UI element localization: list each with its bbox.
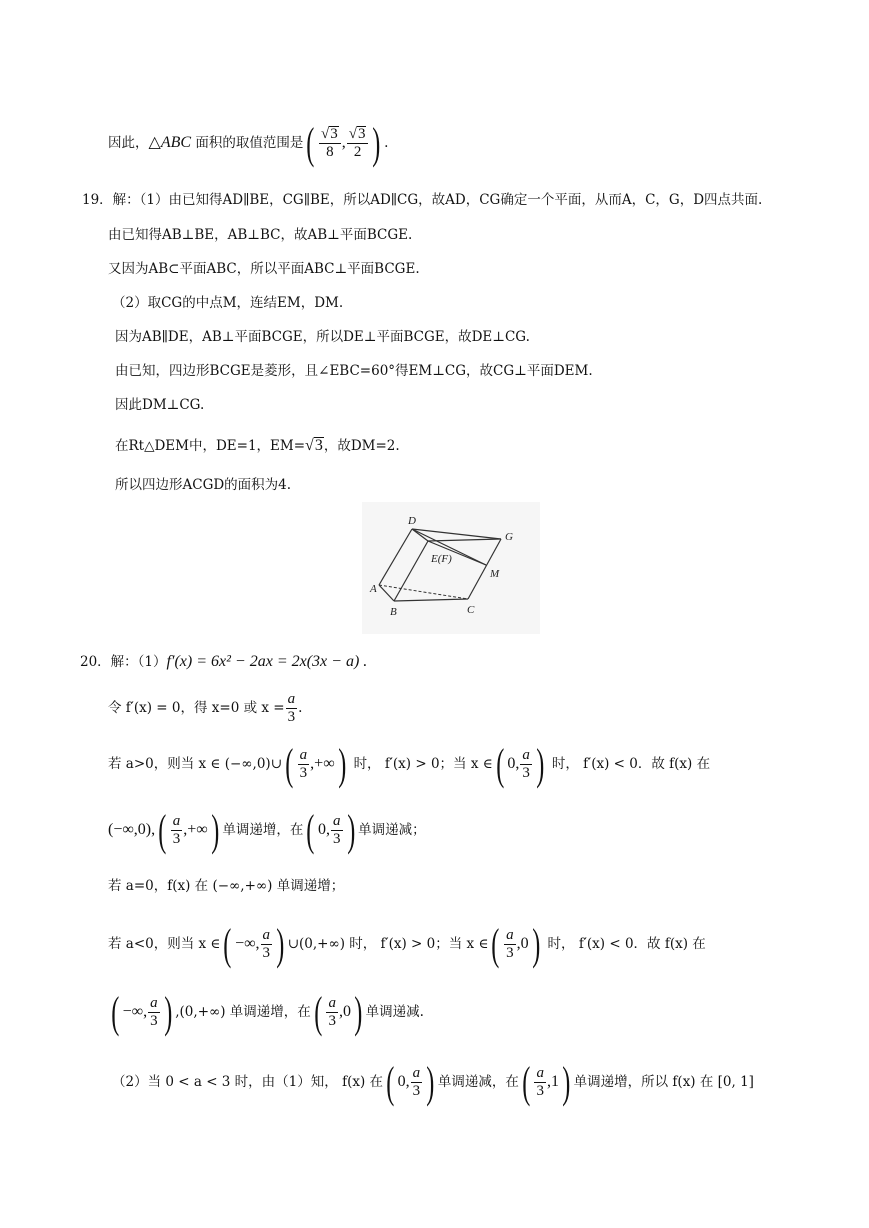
right-paren: ): [372, 118, 381, 168]
q20-line-4: (−∞,0),( $\frac{a}{3}$ ,+∞) 单调递增，在( 0, $\frac{a}{3}$ ) 单调递减；: [108, 805, 426, 855]
q20-line-3: 若 a>0，则当 x ∈ (−∞,0)∪( $\frac{a}{3}$ ,+∞) 时， f′(x) > 0；当 x ∈( 0, $\frac{a}{3}$ ) 时， f′(x) < 0．故 f(x) 在: [108, 739, 711, 789]
prism-figure: [362, 502, 540, 634]
q20-line-2: 令 f′(x) = 0，得 x=0 或 x = $\frac{a}{3}$ .: [108, 691, 303, 725]
fraction-den: 2: [353, 144, 362, 160]
q20-line-8: （2）当 0 < a < 3 时，由（1）知， f(x) 在( 0, $\frac{a}{3}$ ) 单调递减，在( $\frac{a}{3}$ ,1) 单调递增，所以 f(x) 在 [0, 1]: [112, 1057, 754, 1107]
q19-line-6: 由已知，四边形BCGE是菱形，且∠EBC=60°得EM⊥CG，故CG⊥平面DEM.: [115, 363, 593, 379]
q20-prefix: 20．解：（1）: [80, 654, 167, 670]
triangle-symbol: △: [148, 132, 161, 151]
conclusion-end: .: [384, 135, 389, 151]
q20-line-6: 若 a<0，则当 x ∈( −∞, $\frac{a}{3}$ ) ∪(0,+∞) 时， f′(x) > 0；当 x ∈( $\frac{a}{3}$ ,0) 时， f′(x) < 0．故 f(x) 在: [108, 919, 706, 969]
comma: ,: [341, 134, 346, 151]
q19-line-8: 在Rt△DEM中，DE=1，EM=√3，故DM=2.: [115, 437, 400, 454]
sqrt-sign: √: [320, 126, 330, 142]
label-C: C: [467, 604, 475, 616]
fraction-a-3: $\frac{a}{3}$: [287, 691, 296, 725]
q20-line-7: ( −∞, $\frac{a}{3}$ ) ,(0,+∞) 单调递增，在( $\frac{a}{3}$ ,0) 单调递减.: [111, 987, 424, 1037]
label-E: E(F): [431, 553, 452, 565]
label-A: A: [370, 583, 377, 595]
q20-l2-a: 令 f′(x) = 0，得 x=0 或 x =: [108, 700, 285, 716]
fraction-sqrt3-8: [319, 126, 341, 161]
left-paren: (: [306, 118, 315, 168]
edge-DG: [412, 529, 501, 539]
q20-derivative-expr: f′(x) = 6x² − 2ax = 2x(3x − a) .: [166, 653, 368, 670]
q19-line-9: 所以四边形ACGD的面积为4.: [115, 477, 292, 493]
conclusion-prefix: 因此，: [108, 135, 149, 151]
edge-EG: [428, 539, 501, 541]
edge-DA: [379, 529, 412, 585]
conclusion-line: [108, 118, 388, 166]
q19-line-7: 因此DM⊥CG.: [115, 397, 205, 413]
q19-line-3: 又因为AB⊂平面ABC，所以平面ABC⊥平面BCGE.: [108, 261, 420, 277]
sqrt-value: 3: [330, 126, 338, 142]
sqrt-value: 3: [357, 126, 366, 142]
label-B: B: [390, 606, 397, 618]
q19-sqrt-3: 3: [314, 437, 323, 454]
prism-diagram: [362, 502, 540, 634]
q19-line-4: （2）取CG的中点M，连结EM，DM.: [112, 295, 344, 311]
q19-line-8-b: ，故DM=2.: [323, 438, 400, 454]
edge-AC-dashed: [379, 585, 468, 599]
label-M: M: [490, 568, 500, 580]
edge-BC: [394, 599, 468, 601]
label-G: G: [505, 531, 513, 543]
q19-line-1: 19．解：（1）由已知得AD∥BE，CG∥BE，所以AD∥CG，故AD，CG确定一个平面，从而A，C，G，D四点共面.: [82, 192, 763, 208]
sqrt-sign: √: [348, 126, 357, 142]
conclusion-text: 面积的取值范围是: [195, 135, 304, 151]
fraction-sqrt3-2: [347, 126, 369, 161]
q19-line-5: 因为AB∥DE，AB⊥平面BCGE，所以DE⊥平面BCGE，故DE⊥CG.: [115, 329, 530, 345]
q19-line-2: 由已知得AB⊥BE，AB⊥BC，故AB⊥平面BCGE.: [108, 227, 413, 243]
abc-label: ABC: [160, 134, 192, 151]
fraction-den: 8: [326, 144, 334, 160]
q19-line-8-a: 在Rt△DEM中，DE=1，EM=: [115, 438, 306, 454]
label-D: D: [408, 515, 416, 527]
q20-line-1: [80, 652, 367, 672]
q20-line-5: 若 a=0，f(x) 在 (−∞,+∞) 单调递增；: [108, 878, 345, 894]
